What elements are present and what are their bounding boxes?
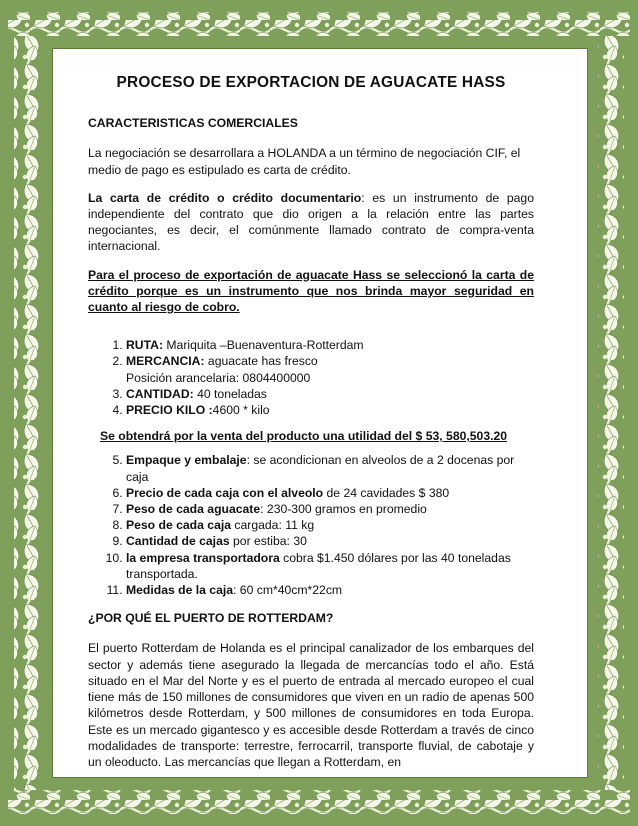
carta-credito-term: La carta de crédito o crédito documentario [88,190,362,205]
list-item-peso-caja [126,517,534,533]
cantidad-cajas-label: Cantidad de cajas [126,534,230,549]
precio-caja-label: Precio de cada caja con el alveolo [126,485,324,500]
peso-aguacate-label: Peso de cada aguacate [126,502,261,517]
list-item-transportadora [126,550,534,582]
ruta-value: Mariquita –Buenaventura-Rotterdam [163,338,364,353]
document-page [88,70,534,782]
export-details-list [88,337,534,418]
medidas-caja-value: : 60 cm*40cm*22cm [233,583,343,598]
precio-caja-value: de 24 cavidades $ 380 [323,485,450,500]
paragraph-seleccion-carta: Para el proceso de exportación de aguacate Hass se seleccionó la carta de crédito porque es un instrumento que nos brinda mayor seguridad en cuanto al riesgo de cobro. [88,267,534,315]
utilidad-statement: Se obtendrá por la venta del producto una utilidad del $ 53, 580,503.20 [100,429,508,444]
carta-credito-definition: : es un instrumento de pago independiente del contrato que dio origen a la relación entre las partes negociantes, es decir, el comúnmente llamado contrato de compra-venta internacional. [88,190,534,254]
section-heading-caracteristicas: CARACTERISTICAS COMERCIALES [88,116,298,131]
packaging-details-list [88,452,534,598]
list-item-precio-kilo [126,402,534,418]
list-item-mercancia [126,353,534,385]
list-item-empaque [126,452,534,484]
cantidad-value: 40 toneladas [193,386,267,401]
precio-kilo-value: 4600 * kilo [212,403,270,418]
cantidad-label: CANTIDAD: [126,386,194,401]
list-item-cantidad-cajas [126,533,534,549]
ruta-label: RUTA: [126,338,164,353]
peso-caja-label: Peso de cada caja [126,518,232,533]
posicion-arancelaria: Posición arancelaria: 0804400000 [126,370,311,385]
mercancia-label: MERCANCIA: [126,354,205,369]
list-item-ruta [126,337,534,353]
paragraph-carta-credito [88,190,534,255]
mercancia-value: aguacate has fresco [204,354,318,369]
paragraph-rotterdam: El puerto Rotterdam de Holanda es el principal canalizador de los embarques del sector y además tiene asegurado la llegada de mercancías todo el año. Está situado en el Mar del Norte y es el puerto de entrada al mercado europeo el cual tiene más de 150 millones de consumidores que viven en un radio de apenas 500 kilómetros desde Rotterdam, y 500 millones de consumidores en toda Europa. Este es un mercado gigantesco y es accesible desde Rotterdam a través de cinco modalidades de transporte: terrestre, ferrocarril, transporte fluvial, de cabotaje y un oleoducto. Las mercancías que llegan a Rotterdam, en [88,641,534,769]
medidas-caja-label: Medidas de la caja [126,583,234,598]
list-item-cantidad [126,386,534,402]
cantidad-cajas-value: por estiba: 30 [229,534,307,549]
empaque-value: : se acondicionan en alveolos de a 2 docenas por caja [126,453,515,484]
peso-aguacate-value: : 230-300 gramos en promedio [260,502,427,517]
empaque-label: Empaque y embalaje [126,453,247,468]
transportadora-value: cobra $1.450 dólares por las 40 toneladas transportada. [126,550,511,581]
section-heading-rotterdam: ¿POR QUÉ EL PUERTO DE ROTTERDAM? [88,611,334,626]
document-title: PROCESO DE EXPORTACION DE AGUACATE HASS [116,74,506,91]
transportadora-label: la empresa transportadora [126,550,280,565]
list-item-precio-caja [126,485,534,501]
list-item-peso-aguacate [126,501,534,517]
list-item-medidas-caja [126,582,534,598]
peso-caja-value: cargada: 11 kg [231,518,315,533]
precio-kilo-label: PRECIO KILO : [126,403,213,418]
paragraph-negociacion: La negociación se desarrollara a HOLANDA a un término de negociación CIF, el medio de pago es estipulado es carta de crédito. [88,146,521,177]
